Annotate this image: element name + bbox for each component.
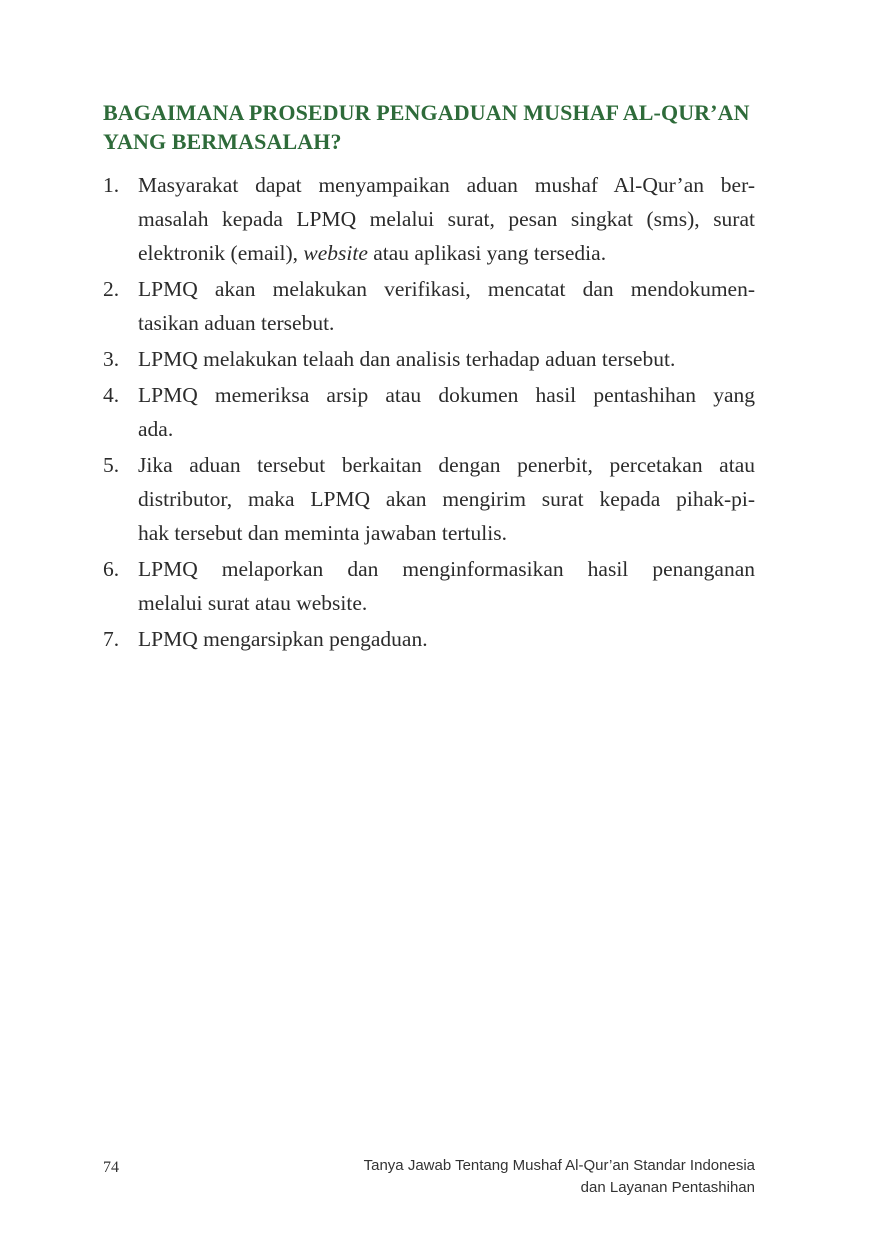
heading-line-1: BAGAIMANA PROSEDUR PENGADUAN MUSHAF AL-QUR’AN: [103, 100, 750, 125]
list-item: [103, 552, 755, 620]
item-line: LPMQ melakukan telaah dan analisis terhadap aduan tersebut.: [138, 347, 676, 371]
page-content: [103, 98, 755, 658]
section-heading: [103, 98, 755, 156]
item-number: 3.: [103, 347, 120, 371]
item-line: LPMQ memeriksa arsip atau dokumen hasil pentashihan yang: [138, 383, 755, 407]
running-title: [364, 1155, 755, 1199]
page-number: 74: [103, 1159, 119, 1176]
running-title-line-2: dan Layanan Pentashihan: [580, 1179, 755, 1196]
item-line: Masyarakat dapat menyampaikan aduan mushaf Al-Qur’an ber-: [138, 173, 755, 197]
item-line: melalui surat atau website.: [138, 591, 368, 615]
item-line: Jika aduan tersebut berkaitan dengan penerbit, percetakan atau: [138, 453, 755, 477]
item-line: LPMQ akan melakukan verifikasi, mencatat dan mendokumen-: [138, 277, 755, 301]
item-number: 6.: [103, 557, 120, 581]
list-item: [103, 342, 755, 376]
item-number: 2.: [103, 277, 120, 301]
item-line: masalah kepada LPMQ melalui surat, pesan singkat (sms), surat: [138, 207, 755, 231]
item-line: LPMQ mengarsipkan pengaduan.: [138, 627, 428, 651]
item-line: distributor, maka LPMQ akan mengirim surat kepada pihak-pi-: [138, 487, 755, 511]
running-title-line-1: Tanya Jawab Tentang Mushaf Al-Qur’an Standar Indonesia: [363, 1157, 755, 1174]
list-item: [103, 448, 755, 550]
item-line: tasikan aduan tersebut.: [138, 311, 335, 335]
list-item: [103, 168, 755, 270]
heading-line-2: YANG BERMASALAH?: [103, 129, 342, 154]
list-item: [103, 622, 755, 656]
list-item: [103, 378, 755, 446]
item-line: LPMQ melaporkan dan menginformasikan hasil penanganan: [138, 557, 755, 581]
item-text: atau aplikasi yang tersedia.: [367, 241, 607, 265]
item-number: 1.: [103, 173, 120, 197]
list-item: [103, 272, 755, 340]
item-line: ada.: [138, 417, 174, 441]
item-number: 4.: [103, 383, 120, 407]
item-number: 5.: [103, 453, 120, 477]
item-italic-text: website: [303, 241, 368, 265]
item-line: [138, 236, 755, 270]
procedure-list: [103, 168, 755, 656]
item-text: elektronik (email),: [138, 241, 304, 265]
item-number: 7.: [103, 627, 120, 651]
item-line: hak tersebut dan meminta jawaban tertulis.: [138, 521, 507, 545]
